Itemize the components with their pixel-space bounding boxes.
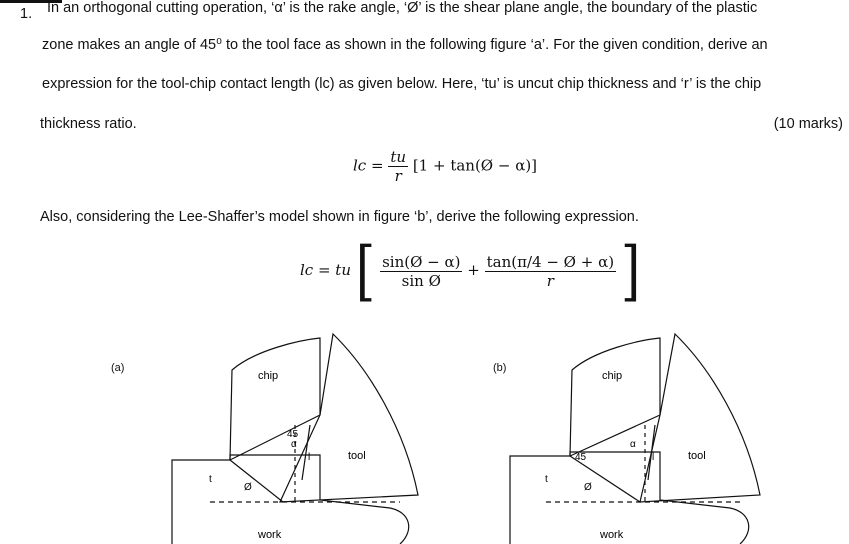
figure-b-diagram [500, 330, 770, 544]
right-bracket: ] [620, 233, 641, 309]
question-line-1: In an orthogonal cutting operation, ‘α’ is the rake angle, ‘Ø’ is the shear plane angle, the boundary of the plastic [47, 0, 758, 16]
formula-2-term-1 [380, 253, 462, 290]
formula-2-term-1-denominator: sin Ø [401, 271, 441, 290]
figure-a-chip-label: chip [258, 370, 279, 382]
figure-b-chip-label: chip [602, 370, 623, 382]
formula-1-rest: [1 + tan(Ø − α)] [412, 156, 538, 175]
formula-2-plus: + [467, 261, 480, 279]
figure-b-tool-label: tool [688, 450, 706, 462]
marks-label: (10 marks) [773, 116, 843, 132]
formula-2-term-2 [485, 253, 616, 290]
shear-plane [570, 415, 660, 456]
plastic-zone-line [230, 460, 283, 502]
chip-outline [570, 338, 660, 456]
question-number: 1. [20, 6, 33, 22]
chip-outline [230, 338, 320, 460]
formula-2-term-1-numerator: sin(Ø − α) [382, 252, 461, 271]
question-line-5: Also, considering the Lee-Shaffer’s model shown in figure ‘b’, derive the following expression. [40, 209, 639, 225]
formula-2-term-2-denominator: r [546, 271, 554, 290]
figure-a-tool-label: tool [348, 450, 366, 462]
figure-b-alpha-label: α [630, 439, 636, 450]
figure-b-45-label: 45 [575, 452, 587, 463]
figure-a-phi-label: Ø [244, 482, 252, 493]
figure-a-diagram [160, 330, 430, 544]
tool-outline [640, 334, 760, 502]
tool-outline [280, 334, 418, 502]
figure-a-alpha-label: α [291, 439, 297, 450]
formula-1-fraction [388, 148, 408, 185]
question-line-4: thickness ratio. [40, 116, 137, 132]
formula-2-lhs: lc = tu [300, 261, 351, 279]
left-bracket: [ [355, 233, 376, 309]
formula-1-numerator: tu [390, 148, 407, 166]
question-line-3: expression for the tool-chip contact length (lc) as given below. Here, ‘tu’ is uncut chip thickness and ‘r’ is the chip [42, 76, 762, 92]
figure-a-tag: (a) [111, 362, 125, 374]
formula-2-term-2-numerator: tan(π/4 − Ø + α) [486, 252, 615, 271]
formula-1-denominator: r [394, 167, 402, 185]
figure-b-t-label: t [545, 474, 548, 485]
figure-a-t-label: t [209, 474, 212, 485]
figure-b-l-label: l [652, 452, 655, 463]
figure-b-work-label: work [600, 529, 624, 541]
figure-b-phi-label: Ø [584, 482, 592, 493]
figure-b-tag: (b) [493, 362, 507, 374]
figure-a-work-label: work [258, 529, 282, 541]
figure-a-45-label: 45 [287, 429, 299, 440]
formula-1-lhs: lc = [353, 156, 384, 175]
shear-plane [230, 415, 320, 460]
work-outline [172, 455, 409, 544]
formula-1 [353, 148, 537, 185]
figure-a-l-label: l [308, 452, 311, 463]
formula-2 [300, 233, 641, 309]
question-line-2: zone makes an angle of 45⁰ to the tool face as shown in the following figure ‘a’. For the given condition, derive an [42, 37, 768, 53]
